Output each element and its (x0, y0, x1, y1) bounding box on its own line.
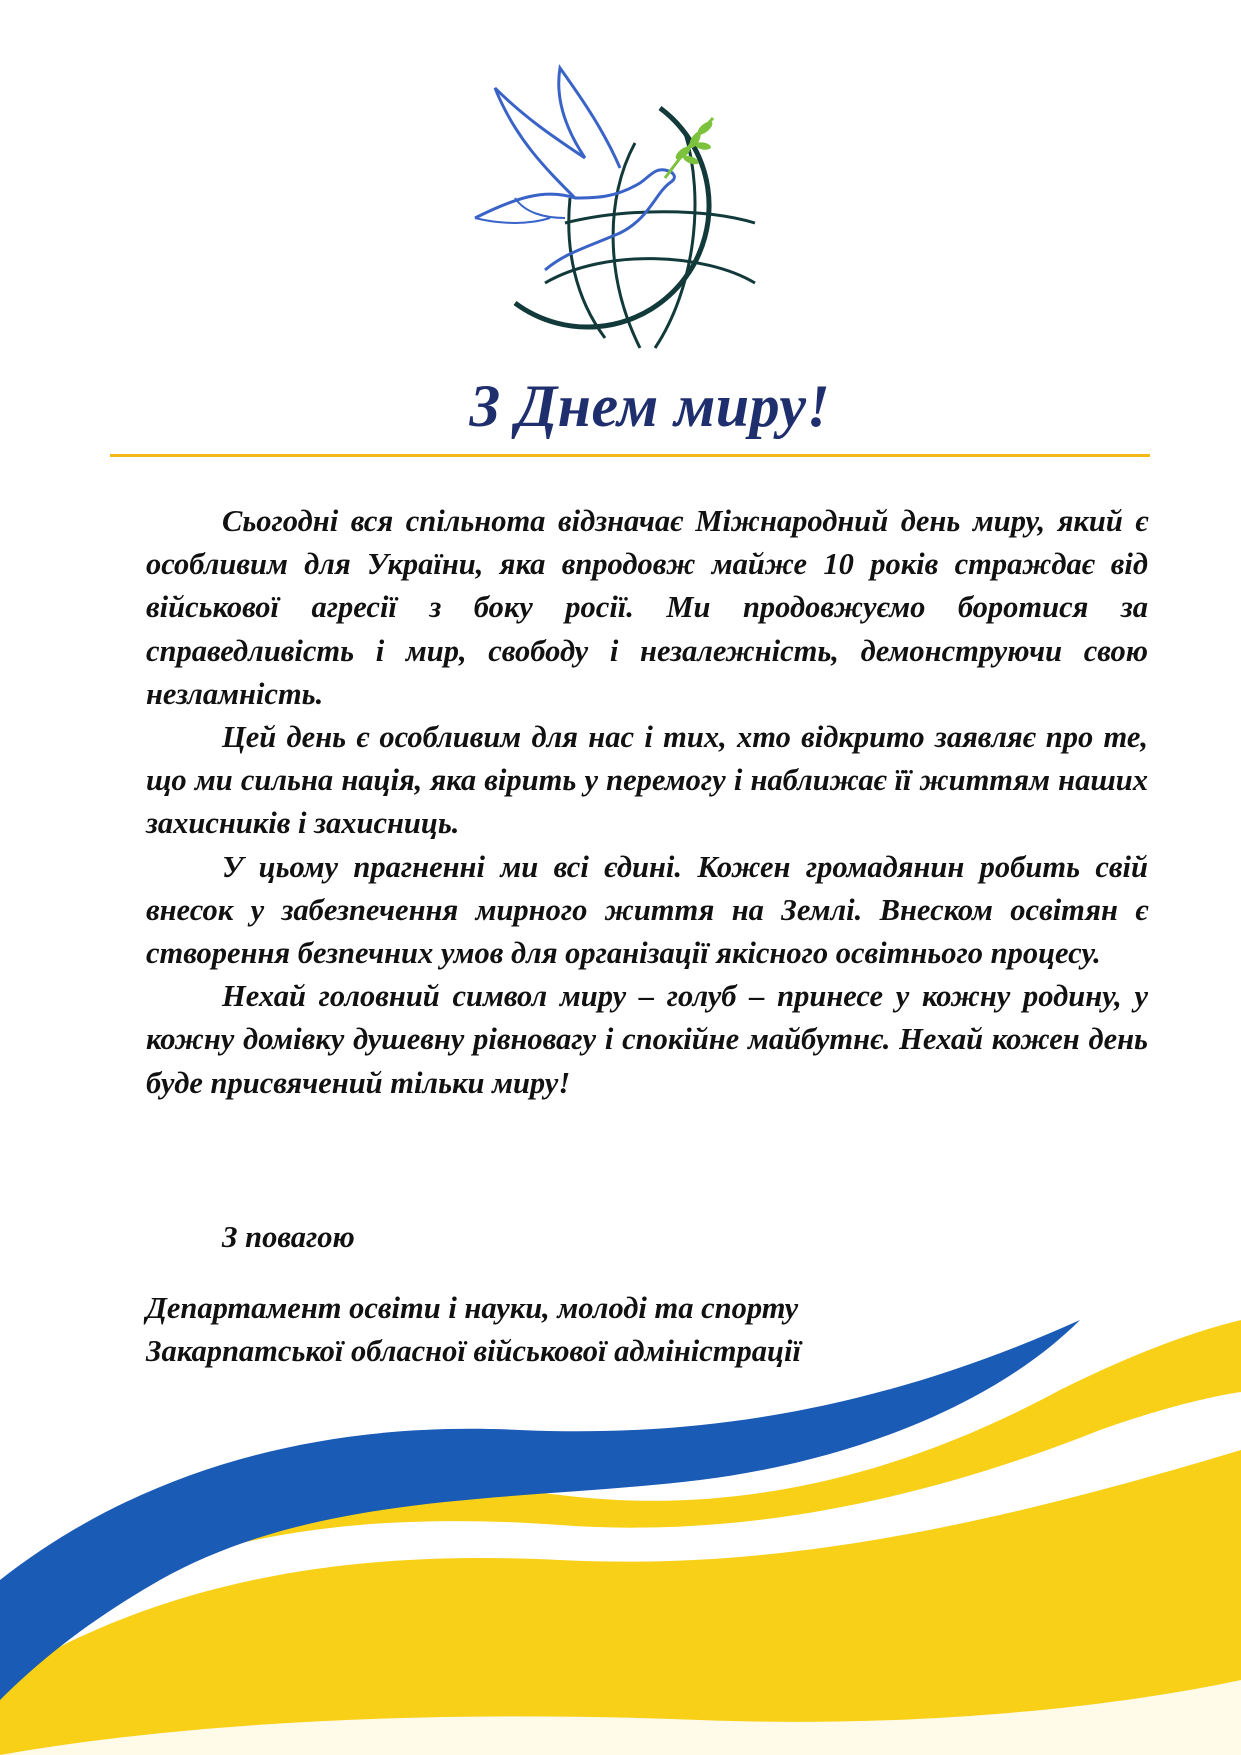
closing-phrase: З повагою (222, 1220, 355, 1254)
letter-body (146, 500, 1148, 1105)
paragraph: У цьому прагненні ми всі єдині. Кожен громадянин робить свій внесок у забезпечення мирного життя на Землі. Внеском освітян є створення безпечних умов для організації якісного освітнього процесу. (146, 849, 1148, 971)
page-title: З Днем миру! (469, 373, 831, 439)
paragraph: Сьогодні вся спільнота відзначає Міжнародний день миру, який є особливим для України, яка впродовж майже 10 років страждає від військової агресії з боку росії. Ми продовжуємо боротися за справедливість і мир, свободу і незалежність, демонструючи свою незламність. (146, 504, 1148, 711)
paragraph: Цей день є особливим для нас і тих, хто відкрито заявляє про те, що ми сильна нація, яка вірить у перемогу і наближає її життям наших захисників і захисниць. (146, 720, 1148, 841)
paragraph: Нехай головний символ миру – голуб – принесе у кожну родину, у кожну домівку душевну рівновагу і спокійне майбутнє. Нехай кожен день буде присвячений тільки миру! (146, 979, 1148, 1100)
title-divider (110, 454, 1150, 457)
signature-line: Департамент освіти і науки, молоді та спорту (146, 1291, 799, 1325)
ukrainian-flag-wave (0, 1320, 1241, 1755)
signature-line: Закарпатської обласної військової адміністрації (146, 1334, 801, 1368)
dove-globe-logo (455, 48, 775, 368)
